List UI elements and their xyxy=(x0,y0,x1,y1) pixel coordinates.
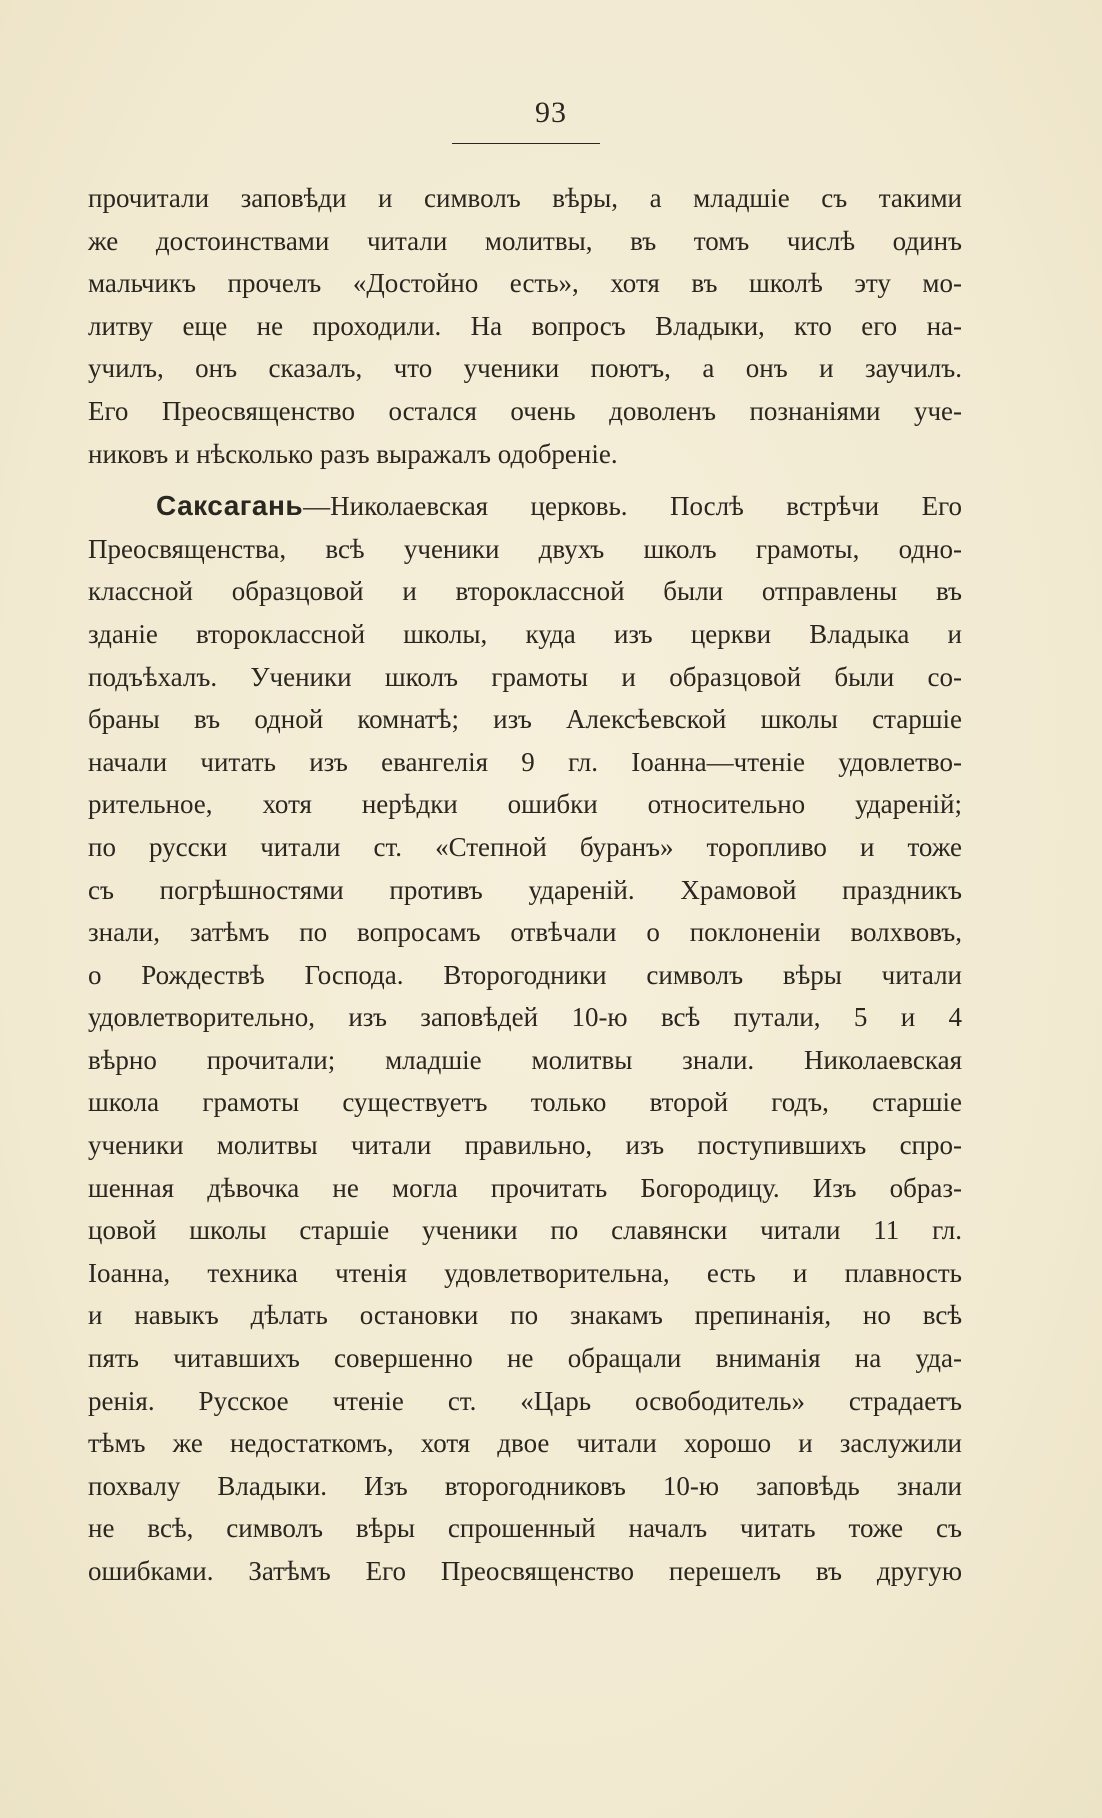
text-line: о Рождествѣ Господа. Второгодники символъ вѣры читали xyxy=(88,959,962,990)
text-line: зданіе второклассной школы, куда изъ церкви Владыка и xyxy=(88,618,962,649)
text-line: Іоанна, техника чтенія удовлетворительна, есть и плавность xyxy=(88,1257,962,1288)
page-number-rule xyxy=(452,143,600,144)
text-line: Преосвященства, всѣ ученики двухъ школъ грамоты, одно- xyxy=(88,533,962,564)
text-line: Его Преосвященство остался очень доволенъ познаніями уче- xyxy=(88,395,962,426)
text-line: шенная дѣвочка не могла прочитать Богородицу. Изъ образ- xyxy=(88,1172,962,1203)
text-line: съ погрѣшностями противъ удареній. Храмовой праздникъ xyxy=(88,874,962,905)
text-line: и навыкъ дѣлать остановки по знакамъ препинанія, но всѣ xyxy=(88,1300,962,1331)
text-line: литву еще не проходили. На вопросъ Владыки, кто его на- xyxy=(88,310,962,341)
text-line: же достоинствами читали молитвы, въ томъ числѣ одинъ xyxy=(88,225,962,256)
text-line: мальчикъ прочелъ «Достойно есть», хотя въ школѣ эту мо- xyxy=(88,268,962,299)
text-line: тѣмъ же недостаткомъ, хотя двое читали хорошо и заслужили xyxy=(88,1428,962,1459)
text-line: пять читавшихъ совершенно не обращали вниманія на уда- xyxy=(88,1343,962,1374)
body-text xyxy=(88,177,962,1593)
text-line: удовлетворительно, изъ заповѣдей 10-ю всѣ путали, 5 и 4 xyxy=(88,1002,962,1033)
text-line: школа грамоты существуетъ только второй годъ, старшіе xyxy=(88,1087,962,1118)
text-line: прочитали заповѣди и символъ вѣры, а младшіе съ такими xyxy=(88,183,962,213)
text-line: никовъ и нѣсколько разъ выражалъ одобреніе. xyxy=(88,438,618,469)
text-line: ученики молитвы читали правильно, изъ поступившихъ спро- xyxy=(88,1130,962,1161)
paragraph-2-first-line xyxy=(88,485,962,528)
text-line: похвалу Владыки. Изъ второгодниковъ 10-ю заповѣдь знали xyxy=(88,1470,962,1501)
text-line: начали читать изъ евангелія 9 гл. Іоанна—чтеніе удовлетво- xyxy=(88,746,962,777)
text-line: браны въ одной комнатѣ; изъ Алексѣевской школы старшіе xyxy=(88,704,962,735)
text-line: по русски читали ст. «Степной буранъ» торопливо и тоже xyxy=(88,831,962,862)
first-line-text: —Николаевская церковь. Послѣ встрѣчи Его xyxy=(303,491,962,522)
text-line: училъ, онъ сказалъ, что ученики поютъ, а онъ и заучилъ. xyxy=(88,353,962,384)
text-line: цовой школы старшіе ученики по славянски читали 11 гл. xyxy=(88,1215,962,1246)
text-line: не всѣ, символъ вѣры спрошенный началъ читать тоже съ xyxy=(88,1513,962,1544)
text-line: рительное, хотя нерѣдки ошибки относительно удареній; xyxy=(88,789,962,820)
text-line: подъѣхалъ. Ученики школъ грамоты и образцовой были со- xyxy=(88,661,962,692)
text-line: ошибками. Затѣмъ Его Преосвященство перешелъ въ другую xyxy=(88,1556,962,1586)
paragraph-1 xyxy=(88,177,962,475)
page-number: 93 xyxy=(535,96,567,129)
text-line: вѣрно прочитали; младшіе молитвы знали. Николаевская xyxy=(88,1044,962,1075)
section-heading: Саксагань xyxy=(156,490,304,522)
paragraph-2 xyxy=(88,485,962,1592)
text-line: знали, затѣмъ по вопросамъ отвѣчали о поклоненіи волхвовъ, xyxy=(88,917,962,948)
text-line: классной образцовой и второклассной были отправлены въ xyxy=(88,576,962,607)
text-line: ренія. Русское чтеніе ст. «Царь освободитель» страдаетъ xyxy=(88,1385,962,1416)
